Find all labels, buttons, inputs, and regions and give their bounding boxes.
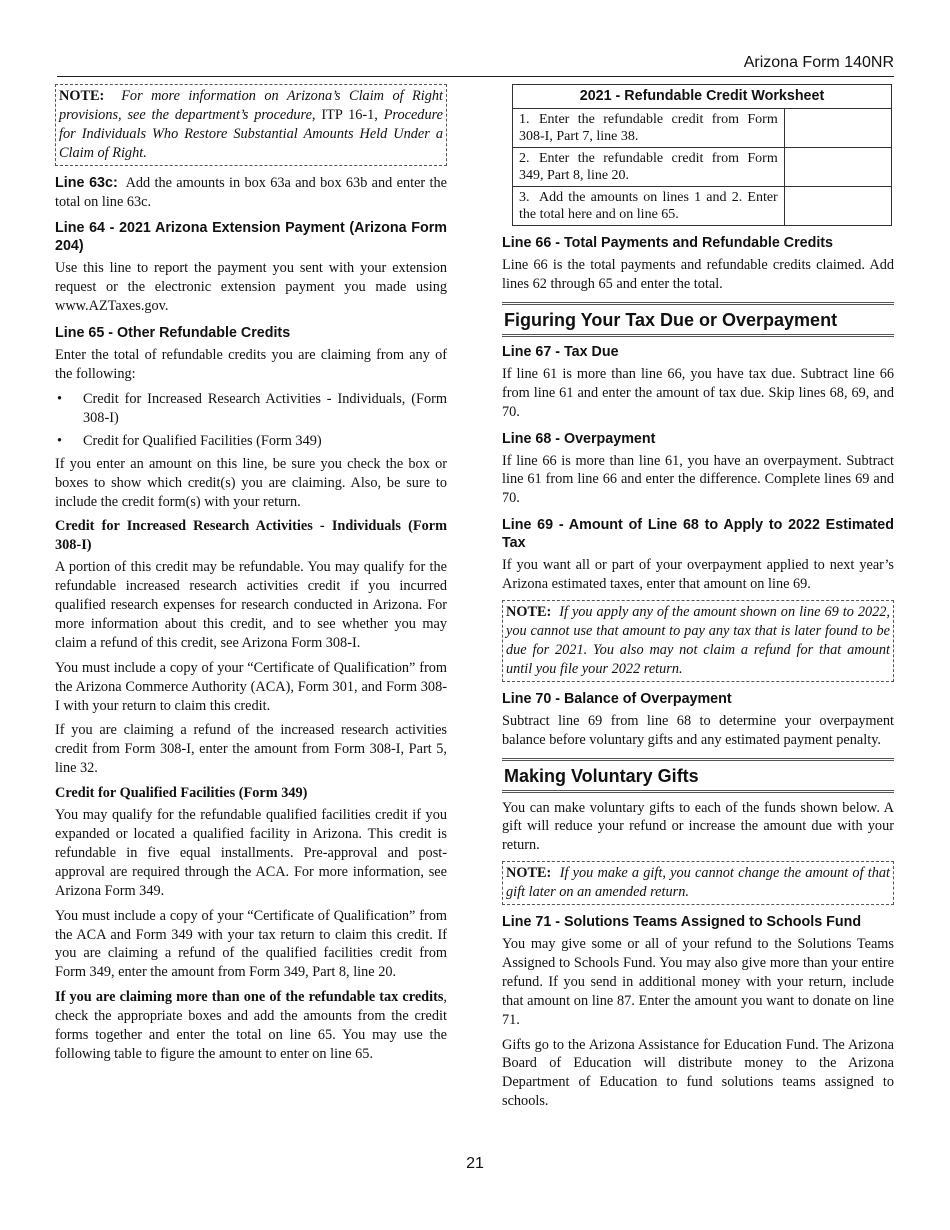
line-64-heading: Line 64 - 2021 Arizona Extension Payment (Arizona Form 204) (55, 220, 447, 255)
line-64-text: Use this line to report the payment you sent with your extension request or the electronic extension payment you made using www.AZTaxes.gov. (55, 260, 447, 315)
worksheet-row-1-amount[interactable] (784, 109, 891, 148)
line-63c-paragraph (55, 174, 447, 212)
research-paragraph-2: You must include a copy of your “Certificate of Qualification” from the Arizona Commerce Authority (ACA), Form 301, and Form 308-I with your return to claim this credit. (55, 659, 447, 714)
facilities-paragraph-3-bold: If you are claiming more than one of the refundable tax credits (55, 989, 444, 1006)
note-label: NOTE: (59, 88, 105, 104)
facilities-credit-heading: Credit for Qualified Facilities (Form 349) (55, 785, 308, 802)
line-68-text: If line 66 is more than line 61, you have an overpayment. Subtract line 61 from line 66 and enter the difference. Complete lines 69 and 70. (502, 452, 894, 507)
row-number: 2. (519, 151, 530, 166)
line-66-text: Line 66 is the total payments and refundable credits claimed. Add lines 62 through 65 and enter the total. (502, 257, 894, 292)
line-67-text: If line 61 is more than line 66, you have tax due. Subtract line 66 from line 61 and enter the amount of tax due. Skip lines 68, 69, and 70. (502, 365, 894, 420)
worksheet-title-row (513, 85, 892, 109)
line-63c-text: Add the amounts in box 63a and box 63b and enter the total on line 63c. (55, 174, 447, 210)
worksheet-row-3-amount[interactable] (784, 187, 891, 226)
page-number: 21 (466, 1155, 484, 1172)
note-label: NOTE: (506, 604, 552, 621)
line-66-heading: Line 66 - Total Payments and Refundable Credits (502, 235, 834, 251)
row-number: 3. (519, 190, 530, 205)
facilities-paragraph-2: You must include a copy of your “Certificate of Qualification” from the ACA and Form 349 with your tax return to claim this credit. If you are claiming a refund of the qualified facilities credit from Form 349, enter the amount from Form 349, Part 8, line 20. (55, 907, 447, 981)
line-67-heading: Line 67 - Tax Due (502, 343, 619, 360)
gifts-intro: You can make voluntary gifts to each of the funds shown below. A gift will reduce your refund or increase the amount due with your return. (502, 799, 894, 854)
line-69-text: If you want all or part of your overpayment applied to next year’s Arizona estimated taxes, enter that amount on line 69. (502, 557, 894, 593)
research-paragraph-1: A portion of this credit may be refundable. You may qualify for the refundable increased research activities credit if you incurred qualified research expenses for research conducted in Arizona. For more information about this credit, and to see whether you may claim a refund of this credit, see Arizona Form 308-I. (55, 559, 447, 651)
note-estimated-tax (502, 600, 894, 682)
note-gift-amended (502, 861, 894, 905)
list-item-text: Credit for Qualified Facilities (Form 349) (83, 432, 322, 449)
facilities-paragraph-1: You may qualify for the refundable qualified facilities credit if you expanded or located a qualified facility in Arizona. This credit is refundable in five equal installments. Pre-approval and post-approval are required through the ACA. For more information, see Arizona Form 349. (55, 807, 447, 899)
left-column (55, 84, 447, 1070)
form-name: Arizona Form 140NR (743, 54, 894, 71)
table-row (513, 109, 892, 148)
note-claim-of-right (55, 84, 447, 166)
line-65-paragraph: If you enter an amount on this line, be sure you check the box or boxes to show which credit(s) you are claiming. Also, be sure to include the credit form(s) with your return. (55, 455, 447, 510)
note-text-c: Procedure for Individuals Who Restore Substantial Amounts Held Under a Claim of Right. (59, 106, 443, 161)
line-71-paragraph-1: You may give some or all of your refund to the Solutions Teams Assigned to Schools Fund. You may also give more than your entire refund. If you send in additional money with your return, include that amount on line 87. Enter the amount you want to donate on line 71. (502, 936, 894, 1028)
line-63c-label: Line 63c: (55, 174, 118, 191)
worksheet-row-2-desc (513, 148, 785, 187)
research-paragraph-3: If you are claiming a refund of the increased research activities credit from Form 308-I, enter the amount from Form 308-I, Part 5, line 32. (55, 722, 447, 777)
note-label: NOTE: (506, 865, 552, 882)
row-text: Add the amounts on lines 1 and 2. Enter the total here and on line 65. (519, 190, 778, 222)
page-header (57, 54, 894, 77)
note-text: If you make a gift, you cannot change the amount of that gift later on an amended return. (506, 865, 890, 901)
worksheet-row-2-amount[interactable] (784, 148, 891, 187)
row-text: Enter the refundable credit from Form 308-I, Part 7, line 38. (519, 112, 778, 144)
note-text: If you apply any of the amount shown on line 69 to 2022, you cannot use that amount to pay any tax that is later found to be due for 2021. You also may not claim a refund for that amount until you file your 2022 return. (506, 604, 891, 677)
bullet: • (57, 432, 63, 449)
note-text-b: ITP 16-1, (321, 106, 378, 123)
research-credit-heading: Credit for Increased Research Activities - Individuals (Form 308-I) (55, 518, 447, 554)
table-row (513, 187, 892, 226)
row-text: Enter the refundable credit from Form 349, Part 8, line 20. (519, 151, 778, 183)
line-65-intro: Enter the total of refundable credits you are claiming from any of the following: (55, 347, 447, 383)
worksheet-row-1-desc (513, 109, 785, 148)
line-69-heading: Line 69 - Amount of Line 68 to Apply to 2022 Estimated Tax (502, 517, 894, 552)
right-column (502, 84, 894, 1117)
note-text-a: For more information on Arizona’s Claim of Right provisions, see the department’s procedure, (59, 88, 443, 123)
line-68-heading: Line 68 - Overpayment (502, 430, 656, 447)
refundable-credit-list (55, 390, 447, 451)
facilities-paragraph-3-rest: , check the appropriate boxes and add the amounts from the credit forms together and enter the total on line 65. You may use the following table to figure the amount to enter on line 65. (55, 989, 447, 1062)
line-71-heading: Line 71 - Solutions Teams Assigned to Schools Fund (502, 914, 862, 931)
worksheet-title: 2021 - Refundable Credit Worksheet (513, 85, 892, 109)
bullet: • (57, 390, 63, 407)
line-70-heading: Line 70 - Balance of Overpayment (502, 690, 732, 707)
row-number: 1. (519, 112, 530, 127)
line-71-paragraph-2: Gifts go to the Arizona Assistance for Education Fund. The Arizona Board of Education will distribute money to the Arizona Department of Education to fund solutions teams assigned to schools. (502, 1036, 894, 1110)
section-tax-due-heading: Figuring Your Tax Due or Overpayment (502, 302, 894, 337)
section-gifts-heading: Making Voluntary Gifts (502, 758, 894, 793)
facilities-paragraph-3 (55, 988, 447, 1064)
table-row (513, 148, 892, 187)
list-item (55, 390, 447, 428)
line-70-text: Subtract line 69 from line 68 to determine your overpayment balance before voluntary gifts and any estimated payment penalty. (502, 712, 894, 748)
list-item-text: Credit for Increased Research Activities - Individuals, (Form 308-I) (83, 390, 447, 426)
refundable-credit-worksheet (512, 84, 892, 226)
list-item (55, 432, 447, 451)
worksheet-row-3-desc (513, 187, 785, 226)
line-65-heading: Line 65 - Other Refundable Credits (55, 325, 291, 342)
